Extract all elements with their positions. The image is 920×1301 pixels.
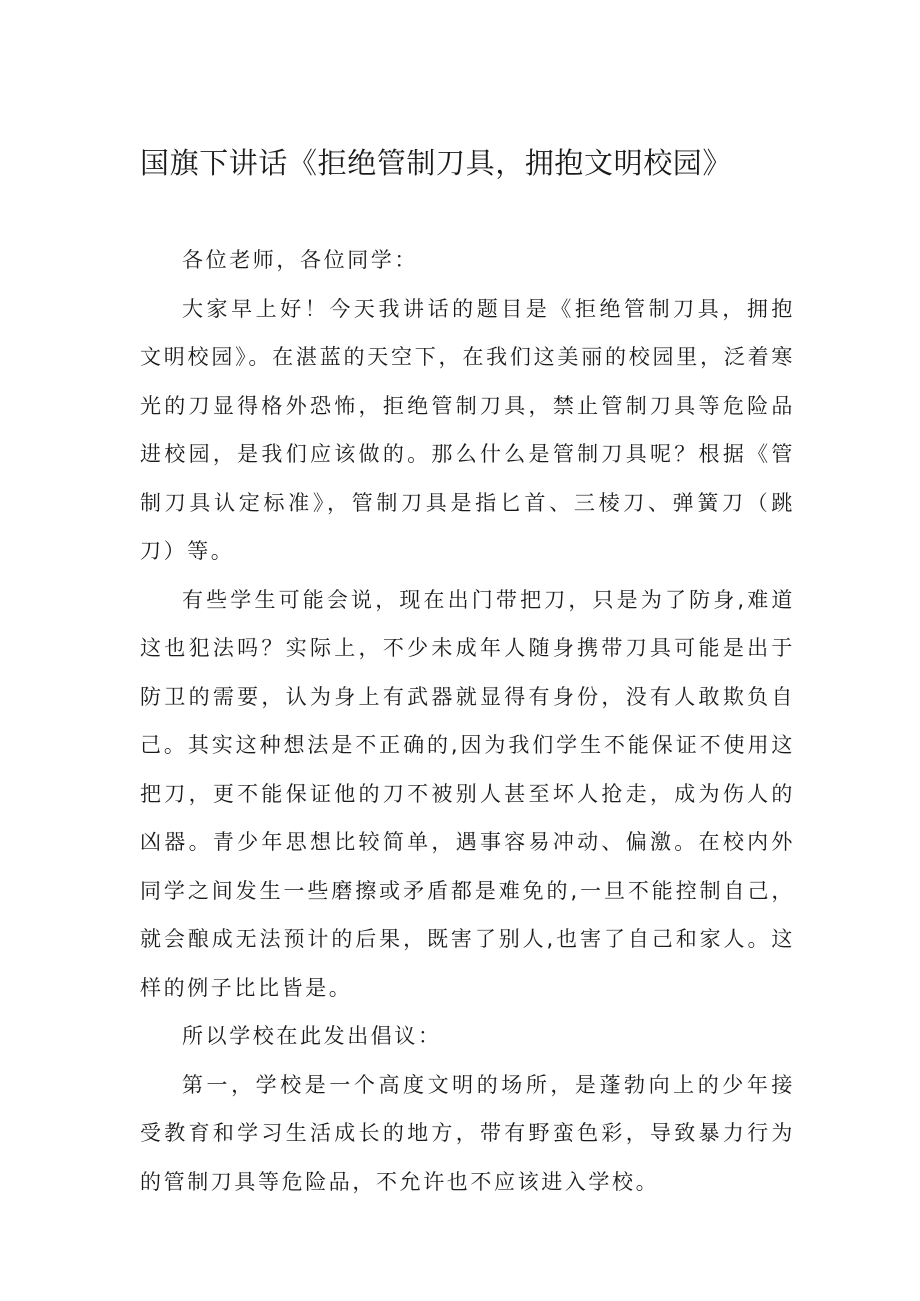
greeting-paragraph: 各位老师，各位同学： bbox=[182, 248, 418, 272]
body-paragraph: 大家早上好！今天我讲话的题目是《拒绝管制刀具，拥抱文明校园》。在湛蓝的天空下，在我们这美丽的校园里，泛着寒光的刀显得格外恐怖，拒绝管制刀具，禁止管制刀具等危险品进校园，是我们应该做的。那么什么是管制刀具呢？根据《管制刀具认定标准》，管制刀具是指匕首、三棱刀、弹簧刀（跳刀）等。 bbox=[140, 296, 795, 563]
document-body bbox=[140, 236, 795, 1206]
document-title: 国旗下讲话《拒绝管制刀具，拥抱文明校园》 bbox=[140, 146, 733, 180]
body-paragraph: 所以学校在此发出倡议： bbox=[182, 1024, 442, 1048]
body-paragraph: 有些学生可能会说，现在出门带把刀，只是为了防身,难道这也犯法吗？实际上，不少未成年人随身携带刀具可能是出于防卫的需要，认为身上有武器就显得有身份，没有人敢欺负自己。其实这种想法是不正确的,因为我们学生不能保证不使用这把刀，更不能保证他的刀不被别人甚至坏人抢走，成为伤人的凶器。青少年思想比较简单，遇事容易冲动、偏激。在校内外同学之间发生一些磨擦或矛盾都是难免的,一旦不能控制自己，就会酿成无法预计的后果，既害了别人,也害了自己和家人。这样的例子比比皆是。 bbox=[140, 587, 795, 1000]
body-paragraph: 第一，学校是一个高度文明的场所，是蓬勃向上的少年接受教育和学习生活成长的地方，带有野蛮色彩，导致暴力行为的管制刀具等危险品，不允许也不应该进入学校。 bbox=[140, 1072, 795, 1194]
